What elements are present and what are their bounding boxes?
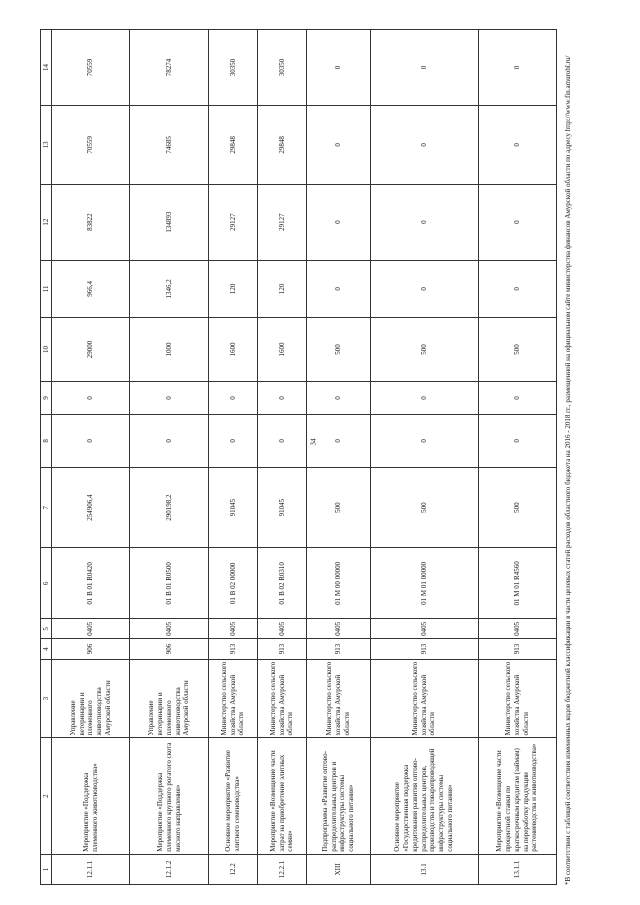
col-11-value: 120 xyxy=(257,260,306,318)
section-code: 0405 xyxy=(208,619,257,639)
responsible-executor: Министерство сельского хозяйства Амурской области xyxy=(306,659,370,738)
measure-name: Основное мероприятие «Развитие элитного семеноводства» xyxy=(208,738,257,854)
col-9-value: 0 xyxy=(306,381,370,414)
responsible-executor: Министерство сельского хозяйства Амурской области xyxy=(370,659,478,738)
column-number: 5 xyxy=(41,619,52,639)
col-10-value: 500 xyxy=(306,318,370,382)
col-12-value: 83822 xyxy=(52,184,130,260)
col-13-value: 0 xyxy=(306,105,370,184)
column-number: 13 xyxy=(41,105,52,184)
table-row xyxy=(208,30,257,885)
col-8-value: 0 xyxy=(478,415,557,468)
col-9-value: 0 xyxy=(208,381,257,414)
col-14-value: 0 xyxy=(478,30,557,106)
col-14-value: 30350 xyxy=(208,30,257,106)
col-8-value: 0 xyxy=(370,415,478,468)
grbs-code: 913 xyxy=(208,639,257,659)
grbs-code: 913 xyxy=(306,639,370,659)
grbs-code: 913 xyxy=(257,639,306,659)
col-11-value: 966,4 xyxy=(52,260,130,318)
col-10-value: 1600 xyxy=(257,318,306,382)
col-13-value: 0 xyxy=(478,105,557,184)
section-code: 0405 xyxy=(478,619,557,639)
table-body xyxy=(41,30,557,885)
measure-name: Мероприятие «Поддержка племенного крупного рогатого скота мясного направления» xyxy=(130,738,208,854)
col-14-value: 0 xyxy=(370,30,478,106)
col-12-value: 0 xyxy=(306,184,370,260)
row-number: XIII xyxy=(306,854,370,884)
responsible-executor: Управление ветеринарии и племенного животноводства Амурской области xyxy=(52,659,130,738)
col-14-value: 78274 xyxy=(130,30,208,106)
responsible-executor: Управление ветеринарии и племенного животноводства Амурской области xyxy=(130,659,208,738)
column-number: 9 xyxy=(41,381,52,414)
col-11-value: 120 xyxy=(208,260,257,318)
col-14-value: 70559 xyxy=(52,30,130,106)
col-13-value: 0 xyxy=(370,105,478,184)
grbs-code: 906 xyxy=(130,639,208,659)
col-12-value: 29127 xyxy=(257,184,306,260)
row-number: 12.2.1 xyxy=(257,854,306,884)
column-number: 2 xyxy=(41,738,52,854)
col-10-value: 500 xyxy=(370,318,478,382)
col-7-value: 500 xyxy=(478,467,557,548)
col-12-value: 0 xyxy=(370,184,478,260)
column-number: 11 xyxy=(41,260,52,318)
column-number: 14 xyxy=(41,30,52,106)
grbs-code: 906 xyxy=(52,639,130,659)
table-row xyxy=(306,30,370,885)
row-number: 13.1 xyxy=(370,854,478,884)
row-number: 12.1.2 xyxy=(130,854,208,884)
target-article-code: 01 В 02 00000 xyxy=(208,548,257,619)
table-row xyxy=(370,30,478,885)
measure-name: Мероприятие «Возмещение части процентной ставки по краткосрочным кредитам (займам) на переработку продукции растениеводства и животноводства» xyxy=(478,738,557,854)
target-article-code: 01 В 02 R0310 xyxy=(257,548,306,619)
col-7-value: 91045 xyxy=(208,467,257,548)
col-11-value: 0 xyxy=(306,260,370,318)
section-code: 0405 xyxy=(306,619,370,639)
row-number: 12.2 xyxy=(208,854,257,884)
grbs-code: 913 xyxy=(370,639,478,659)
table-row xyxy=(52,30,130,885)
col-12-value: 134893 xyxy=(130,184,208,260)
column-number: 8 xyxy=(41,415,52,468)
col-7-value: 254906,4 xyxy=(52,467,130,548)
col-8-value: 0 xyxy=(208,415,257,468)
col-8-value: 0 xyxy=(52,415,130,468)
col-14-value: 30350 xyxy=(257,30,306,106)
target-article-code: 01 В 01 R0500 xyxy=(130,548,208,619)
column-number-row xyxy=(41,30,52,885)
table-row xyxy=(130,30,208,885)
col-13-value: 29848 xyxy=(257,105,306,184)
col-9-value: 0 xyxy=(130,381,208,414)
section-code: 0405 xyxy=(130,619,208,639)
responsible-executor: Министерство сельского хозяйства Амурской области xyxy=(478,659,557,738)
col-13-value: 70559 xyxy=(52,105,130,184)
column-number: 6 xyxy=(41,548,52,619)
table-row xyxy=(257,30,306,885)
responsible-executor: Министерство сельского хозяйства Амурской области xyxy=(208,659,257,738)
section-code: 0405 xyxy=(52,619,130,639)
section-code: 0405 xyxy=(370,619,478,639)
target-article-code: 01 М 00 00000 xyxy=(306,548,370,619)
budget-table xyxy=(40,29,557,885)
measure-name: Мероприятие «Возмещение части затрат на приобретение элитных семян» xyxy=(257,738,306,854)
col-10-value: 29000 xyxy=(52,318,130,382)
table-row xyxy=(478,30,557,885)
responsible-executor: Министерство сельского хозяйства Амурской области xyxy=(257,659,306,738)
grbs-code: 913 xyxy=(478,639,557,659)
col-9-value: 0 xyxy=(52,381,130,414)
target-article-code: 01 М 01 00000 xyxy=(370,548,478,619)
target-article-code: 01 М 01 R4560 xyxy=(478,548,557,619)
column-number: 3 xyxy=(41,659,52,738)
measure-name: Подпрограмма «Развитие оптово-распределительных центров и инфраструктуры системы социального питания» xyxy=(306,738,370,854)
target-article-code: 01 В 01 R0420 xyxy=(52,548,130,619)
column-number: 1 xyxy=(41,854,52,884)
column-number: 7 xyxy=(41,467,52,548)
col-7-value: 290198,2 xyxy=(130,467,208,548)
col-12-value: 0 xyxy=(478,184,557,260)
footnote: *В соответствии с таблицей соответствия измененных кодов бюджетной классификации в части целевых статей расходов областного бюджета на 2016 - 2018 гг., размещенной на официальном сайте министерства финансов Амурской области по адресу http://www.fin.amurobl.ru/ xyxy=(564,55,572,885)
measure-name: Основное мероприятие «Государственная поддержка кредитования развития оптово-распределительных центров, производства и товаропроводящей инфраструктуры системы социального питания» xyxy=(370,738,478,854)
col-8-value: 0 xyxy=(130,415,208,468)
col-14-value: 0 xyxy=(306,30,370,106)
col-7-value: 500 xyxy=(370,467,478,548)
measure-name: Мероприятие «Поддержка племенного животноводства» xyxy=(52,738,130,854)
page-number: 34 xyxy=(309,438,318,446)
col-10-value: 1000 xyxy=(130,318,208,382)
col-9-value: 0 xyxy=(478,381,557,414)
row-number: 12.1.1 xyxy=(52,854,130,884)
col-7-value: 500 xyxy=(306,467,370,548)
column-number: 12 xyxy=(41,184,52,260)
col-11-value: 0 xyxy=(370,260,478,318)
col-8-value: 0 xyxy=(257,415,306,468)
rotated-page-content xyxy=(40,29,610,885)
column-number: 10 xyxy=(41,318,52,382)
col-11-value: 1346,2 xyxy=(130,260,208,318)
col-10-value: 1600 xyxy=(208,318,257,382)
section-code: 0405 xyxy=(257,619,306,639)
col-7-value: 91045 xyxy=(257,467,306,548)
col-8-value: 0 xyxy=(306,415,370,468)
col-10-value: 500 xyxy=(478,318,557,382)
col-11-value: 0 xyxy=(478,260,557,318)
col-9-value: 0 xyxy=(257,381,306,414)
column-number: 4 xyxy=(41,639,52,659)
col-9-value: 0 xyxy=(370,381,478,414)
col-13-value: 74685 xyxy=(130,105,208,184)
row-number: 13.1.1 xyxy=(478,854,557,884)
col-13-value: 29848 xyxy=(208,105,257,184)
col-12-value: 29127 xyxy=(208,184,257,260)
